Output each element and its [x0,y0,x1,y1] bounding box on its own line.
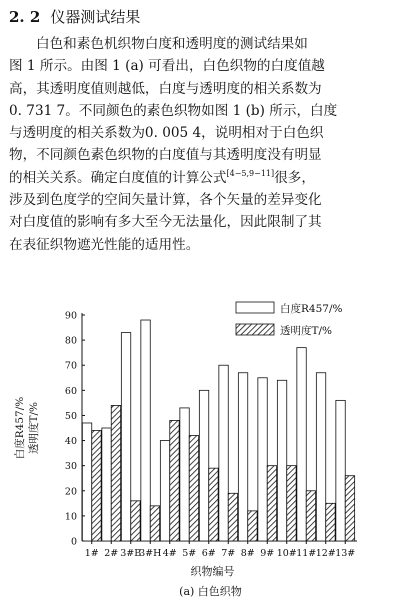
bar-whiteness [297,348,306,541]
paragraph-line: 图 1 所示。由图 1 (a) 可看出，白色织物的白度值越 [9,58,325,75]
x-tick-label: 6# [201,548,216,559]
x-tick-label: 9# [260,548,275,559]
x-tick-label: 8# [240,548,255,559]
paragraph-line: 高，其透明度值则越低，白度与透明度的相关系数为 [9,80,322,97]
bar-transparency [131,501,140,541]
bar-whiteness [277,380,286,541]
x-tick-label: 2# [104,548,119,559]
paragraph-line: 与透明度的相关系数为0. 005 4，说明相对于白色织 [9,125,324,142]
bar-transparency [209,468,218,541]
bar-whiteness [238,373,247,541]
section-heading [9,6,140,28]
bar-transparency [267,466,276,541]
bar-whiteness [121,333,130,541]
figure-caption: (a) 白色织物 [179,585,242,598]
bar-transparency [248,511,257,541]
paragraph-line: 0. 731 7。不同颜色的素色织物如图 1 (b) 所示，白度 [9,102,338,119]
section-title: 仪器测试结果 [50,8,141,26]
y-tick-label: 70 [64,360,77,372]
bar-transparency [111,405,120,541]
x-tick-label: 12# [315,548,336,559]
y-tick-label: 90 [64,310,77,322]
x-tick-label: 3#H [139,548,162,559]
y-tick-label: 0 [70,536,77,548]
y-tick-label: 10 [64,511,77,523]
paragraph-line: 对白度值的影响有多大至今无法量化，因此限制了其 [9,214,322,231]
x-tick-label: 5# [182,548,197,559]
x-axis-label: 织物编号 [190,565,235,578]
bar-transparency [326,503,335,541]
chart-bars [82,320,354,541]
paragraph-text: 很多， [274,169,315,186]
legend-label: 透明度T/% [280,325,333,337]
bar-whiteness [199,390,208,541]
bar-whiteness [141,320,150,541]
y-tick-label: 40 [64,436,77,448]
bar-transparency [150,506,159,541]
bar-transparency [306,491,315,541]
y-tick-label: 30 [64,461,77,473]
body-paragraph [9,33,411,256]
bar-transparency [189,436,198,541]
bar-transparency [170,420,179,541]
x-tick-label: 4# [162,548,177,559]
section-number: 2. 2 [9,8,41,26]
paragraph-line-with-citation [9,167,411,189]
chart-legend [236,302,342,337]
y-axis-label: 白度R457/% [14,396,26,460]
paragraph-line: 白色和素色机织物白度和透明度的测试结果如 [36,36,308,52]
bar-transparency [287,466,296,541]
paragraph-line: 在表征织物遮光性能的适用性。 [9,236,200,253]
bar-whiteness [336,400,345,541]
paragraph-line: 物，不同颜色素色织物的白度值与其透明度没有明显 [9,147,322,164]
legend-label: 白度R457/% [280,303,343,315]
paragraph-text: 的相关关系。确定白度值的计算公式 [9,169,227,186]
bar-whiteness [219,365,228,541]
legend-swatch [236,324,274,335]
bar-whiteness [316,373,325,541]
citation-reference[interactable]: [4−5,9−11] [226,168,275,178]
x-tick-label: 13# [335,548,356,559]
y-axis-label: 透明度T/% [28,401,40,455]
bar-whiteness [102,428,111,541]
y-tick-label: 50 [64,410,77,422]
legend-swatch [236,302,274,313]
bar-whiteness [180,408,189,541]
bar-whiteness [160,441,169,541]
x-tick-label: 3#B [120,548,142,559]
bar-transparency [345,476,354,541]
figure-bar-chart [0,298,417,602]
bar-whiteness [258,378,267,541]
x-tick-label: 1# [84,548,99,559]
x-tick-label: 11# [296,548,317,559]
x-tick-label: 7# [221,548,236,559]
bar-transparency [228,493,237,541]
y-tick-label: 20 [64,486,77,498]
paragraph-line: 涉及到色度学的空间矢量计算，各个矢量的差异变化 [9,192,322,209]
x-tick-label: 10# [276,548,297,559]
y-tick-label: 80 [64,335,77,347]
y-tick-label: 60 [64,385,77,397]
bar-transparency [92,431,101,541]
